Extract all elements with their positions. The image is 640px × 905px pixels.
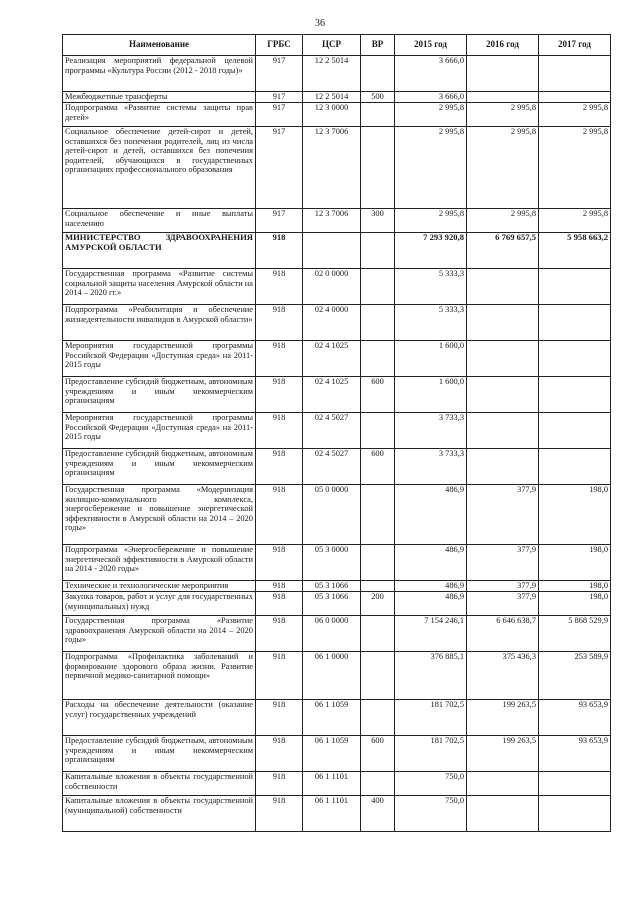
cell-csr: 12 2 5014 xyxy=(303,56,361,92)
cell-y2015: 181 702,5 xyxy=(395,700,467,736)
table-header-row xyxy=(63,35,611,56)
header-csr: ЦСР xyxy=(303,35,361,56)
cell-vr xyxy=(361,413,395,449)
cell-name: Социальное обеспечение детей-сирот и детей, оставшихся без попечения родителей, лиц из числа детей-сирот и детей, оставшихся без попечения родителей, обучающихся в государственных организациях профессионального образования xyxy=(63,127,256,209)
cell-y2017: 198,0 xyxy=(539,545,611,581)
cell-name: Межбюджетные трансферты xyxy=(63,92,256,103)
cell-csr: 12 3 7006 xyxy=(303,127,361,209)
cell-csr: 02 4 5027 xyxy=(303,449,361,485)
table-row xyxy=(63,209,611,233)
cell-csr: 02 4 0000 xyxy=(303,305,361,341)
cell-grbs: 918 xyxy=(256,581,303,592)
cell-y2017: 198,0 xyxy=(539,592,611,616)
cell-y2016: 377,9 xyxy=(467,581,539,592)
table-row xyxy=(63,103,611,127)
cell-vr xyxy=(361,772,395,796)
cell-y2016: 199 263,5 xyxy=(467,700,539,736)
cell-y2017: 93 653,9 xyxy=(539,700,611,736)
cell-y2016 xyxy=(467,772,539,796)
cell-name: Предоставление субсидий бюджетным, автономным учреждениям и иным некоммерческим организациям xyxy=(63,449,256,485)
cell-y2015: 2 995,8 xyxy=(395,103,467,127)
cell-csr: 05 0 0000 xyxy=(303,485,361,545)
cell-grbs: 918 xyxy=(256,449,303,485)
cell-csr: 02 4 5027 xyxy=(303,413,361,449)
cell-y2016 xyxy=(467,449,539,485)
cell-y2015: 7 293 920,8 xyxy=(395,233,467,269)
cell-y2016: 377,9 xyxy=(467,545,539,581)
cell-name: Предоставление субсидий бюджетным, автономным учреждениям и иным некоммерческим организациям xyxy=(63,736,256,772)
cell-y2017 xyxy=(539,305,611,341)
cell-name: Капитальные вложения в объекты государственной собственности xyxy=(63,772,256,796)
cell-csr: 06 0 0000 xyxy=(303,616,361,652)
cell-y2017 xyxy=(539,449,611,485)
cell-y2017: 2 995,8 xyxy=(539,103,611,127)
cell-name: Государственная программа «Развитие системы социальной защиты населения Амурской области на 2014 – 2020 гг.» xyxy=(63,269,256,305)
cell-vr: 400 xyxy=(361,796,395,832)
table-row xyxy=(63,127,611,209)
cell-grbs: 917 xyxy=(256,56,303,92)
cell-y2015: 376 885,1 xyxy=(395,652,467,700)
header-2016: 2016 год xyxy=(467,35,539,56)
cell-name: Капитальные вложения в объекты государственной (муниципальной) собственности xyxy=(63,796,256,832)
cell-y2016: 2 995,8 xyxy=(467,103,539,127)
budget-table xyxy=(62,34,611,832)
table-row xyxy=(63,652,611,700)
table-row xyxy=(63,796,611,832)
table-row xyxy=(63,305,611,341)
cell-csr: 12 3 0000 xyxy=(303,103,361,127)
cell-csr: 06 1 1101 xyxy=(303,772,361,796)
cell-grbs: 918 xyxy=(256,233,303,269)
cell-name: Закупка товаров, работ и услуг для государственных (муниципальных) нужд xyxy=(63,592,256,616)
cell-name: Мероприятия государственной программы Российской Федерации «Доступная среда» на 2011-2015 годы xyxy=(63,413,256,449)
table-row xyxy=(63,341,611,377)
table-row xyxy=(63,736,611,772)
cell-vr xyxy=(361,545,395,581)
cell-csr: 06 1 0000 xyxy=(303,652,361,700)
cell-y2016 xyxy=(467,796,539,832)
cell-name: Подпрограмма «Профилактика заболеваний и формирование здорового образа жизни. Развитие первичной медико-санитарной помощи» xyxy=(63,652,256,700)
cell-grbs: 918 xyxy=(256,269,303,305)
cell-vr: 500 xyxy=(361,92,395,103)
table-row xyxy=(63,449,611,485)
cell-csr: 06 1 1059 xyxy=(303,700,361,736)
cell-grbs: 917 xyxy=(256,209,303,233)
cell-vr xyxy=(361,616,395,652)
header-2015: 2015 год xyxy=(395,35,467,56)
table-row xyxy=(63,233,611,269)
cell-vr xyxy=(361,652,395,700)
cell-y2016: 199 263,5 xyxy=(467,736,539,772)
table-row xyxy=(63,592,611,616)
cell-vr: 600 xyxy=(361,736,395,772)
cell-vr xyxy=(361,269,395,305)
table-row xyxy=(63,269,611,305)
cell-vr xyxy=(361,233,395,269)
cell-y2016: 377,9 xyxy=(467,485,539,545)
table-row xyxy=(63,581,611,592)
cell-grbs: 918 xyxy=(256,377,303,413)
cell-name: Мероприятия государственной программы Российской Федерации «Доступная среда» на 2011-2015 годы xyxy=(63,341,256,377)
cell-y2016: 2 995,8 xyxy=(467,209,539,233)
cell-grbs: 918 xyxy=(256,652,303,700)
cell-grbs: 918 xyxy=(256,305,303,341)
cell-grbs: 917 xyxy=(256,92,303,103)
cell-y2016: 6 646 638,7 xyxy=(467,616,539,652)
cell-y2017: 5 868 529,9 xyxy=(539,616,611,652)
cell-vr xyxy=(361,127,395,209)
cell-name: Государственная программа «Развитие здравоохранения Амурской области на 2014 – 2020 годы» xyxy=(63,616,256,652)
cell-csr: 06 1 1101 xyxy=(303,796,361,832)
cell-y2016 xyxy=(467,377,539,413)
cell-y2015: 3 733,3 xyxy=(395,449,467,485)
cell-csr: 06 1 1059 xyxy=(303,736,361,772)
cell-y2015: 750,0 xyxy=(395,796,467,832)
cell-vr: 600 xyxy=(361,377,395,413)
cell-y2017 xyxy=(539,92,611,103)
cell-y2015: 5 333,3 xyxy=(395,269,467,305)
cell-y2016: 6 769 657,5 xyxy=(467,233,539,269)
cell-vr: 200 xyxy=(361,592,395,616)
cell-y2017: 2 995,8 xyxy=(539,127,611,209)
cell-csr: 05 3 1066 xyxy=(303,592,361,616)
cell-y2015: 5 333,3 xyxy=(395,305,467,341)
cell-y2015: 2 995,8 xyxy=(395,209,467,233)
cell-grbs: 918 xyxy=(256,616,303,652)
cell-y2015: 2 995,8 xyxy=(395,127,467,209)
cell-y2015: 750,0 xyxy=(395,772,467,796)
cell-y2016 xyxy=(467,92,539,103)
cell-y2017: 93 653,9 xyxy=(539,736,611,772)
cell-vr xyxy=(361,581,395,592)
cell-grbs: 918 xyxy=(256,485,303,545)
cell-y2015: 3 666,0 xyxy=(395,92,467,103)
cell-csr: 12 3 7006 xyxy=(303,209,361,233)
table-body xyxy=(63,56,611,832)
cell-vr xyxy=(361,341,395,377)
cell-y2015: 486,9 xyxy=(395,592,467,616)
cell-vr xyxy=(361,485,395,545)
cell-y2016 xyxy=(467,269,539,305)
cell-name: Технические и технологические мероприятия xyxy=(63,581,256,592)
cell-vr: 300 xyxy=(361,209,395,233)
cell-grbs: 918 xyxy=(256,592,303,616)
cell-grbs: 918 xyxy=(256,341,303,377)
cell-grbs: 918 xyxy=(256,772,303,796)
cell-y2015: 7 154 246,1 xyxy=(395,616,467,652)
table-row xyxy=(63,700,611,736)
table-row xyxy=(63,616,611,652)
cell-vr xyxy=(361,305,395,341)
cell-y2017 xyxy=(539,377,611,413)
cell-vr xyxy=(361,56,395,92)
cell-vr xyxy=(361,103,395,127)
cell-y2016 xyxy=(467,305,539,341)
cell-name: Подпрограмма «Развитие системы защиты прав детей» xyxy=(63,103,256,127)
cell-name: Реализация мероприятий федеральной целевой программы «Культура России (2012 - 2018 годы)» xyxy=(63,56,256,92)
cell-y2015: 1 600,0 xyxy=(395,377,467,413)
cell-y2017 xyxy=(539,341,611,377)
cell-y2016 xyxy=(467,413,539,449)
table-row xyxy=(63,485,611,545)
cell-grbs: 918 xyxy=(256,545,303,581)
cell-y2017: 198,0 xyxy=(539,581,611,592)
header-2017: 2017 год xyxy=(539,35,611,56)
cell-y2015: 3 666,0 xyxy=(395,56,467,92)
cell-y2016 xyxy=(467,341,539,377)
cell-y2017: 253 589,9 xyxy=(539,652,611,700)
cell-name: МИНИСТЕРСТВО ЗДРАВООХРАНЕНИЯ АМУРСКОЙ ОБЛАСТИ xyxy=(63,233,256,269)
cell-y2017 xyxy=(539,772,611,796)
table-row xyxy=(63,56,611,92)
cell-y2017 xyxy=(539,413,611,449)
cell-y2017: 198,0 xyxy=(539,485,611,545)
cell-name: Подпрограмма «Реабилитация и обеспечение жизнедеятельности инвалидов в Амурской области» xyxy=(63,305,256,341)
table-row xyxy=(63,545,611,581)
cell-y2015: 3 733,3 xyxy=(395,413,467,449)
cell-vr xyxy=(361,700,395,736)
cell-grbs: 918 xyxy=(256,413,303,449)
cell-name: Предоставление субсидий бюджетным, автономным учреждениям и иным некоммерческим организациям xyxy=(63,377,256,413)
table-row xyxy=(63,772,611,796)
cell-y2017 xyxy=(539,56,611,92)
cell-name: Социальное обеспечение и иные выплаты населению xyxy=(63,209,256,233)
cell-y2015: 1 600,0 xyxy=(395,341,467,377)
cell-csr: 02 0 0000 xyxy=(303,269,361,305)
cell-y2017: 5 958 663,2 xyxy=(539,233,611,269)
cell-grbs: 918 xyxy=(256,700,303,736)
cell-y2016: 377,9 xyxy=(467,592,539,616)
header-vr: ВР xyxy=(361,35,395,56)
cell-y2017: 2 995,8 xyxy=(539,209,611,233)
page-number: 36 xyxy=(315,18,325,29)
cell-y2017 xyxy=(539,796,611,832)
cell-grbs: 917 xyxy=(256,103,303,127)
cell-grbs: 918 xyxy=(256,796,303,832)
cell-y2017 xyxy=(539,269,611,305)
cell-csr: 12 2 5014 xyxy=(303,92,361,103)
cell-grbs: 918 xyxy=(256,736,303,772)
cell-y2015: 486,9 xyxy=(395,485,467,545)
table-row xyxy=(63,413,611,449)
cell-y2016: 375 436,3 xyxy=(467,652,539,700)
cell-name: Расходы на обеспечение деятельности (оказание услуг) государственных учреждений xyxy=(63,700,256,736)
cell-y2016: 2 995,8 xyxy=(467,127,539,209)
table-row xyxy=(63,92,611,103)
cell-name: Государственная программа «Модернизация жилищно-коммунального комплекса, энергосбережение и повышение энергетической эффективности в Амурской области на 2014 – 2020 годы» xyxy=(63,485,256,545)
cell-csr: 05 3 0000 xyxy=(303,545,361,581)
cell-csr xyxy=(303,233,361,269)
cell-y2015: 181 702,5 xyxy=(395,736,467,772)
cell-vr: 600 xyxy=(361,449,395,485)
cell-y2015: 486,9 xyxy=(395,581,467,592)
header-grbs: ГРБС xyxy=(256,35,303,56)
header-name: Наименование xyxy=(63,35,256,56)
cell-csr: 02 4 1025 xyxy=(303,377,361,413)
cell-name: Подпрограмма «Энергосбережение и повышение энергетической эффективности в Амурской области на 2014 - 2020 годы» xyxy=(63,545,256,581)
cell-y2015: 486,9 xyxy=(395,545,467,581)
cell-y2016 xyxy=(467,56,539,92)
cell-csr: 05 3 1066 xyxy=(303,581,361,592)
table-row xyxy=(63,377,611,413)
cell-csr: 02 4 1025 xyxy=(303,341,361,377)
cell-grbs: 917 xyxy=(256,127,303,209)
